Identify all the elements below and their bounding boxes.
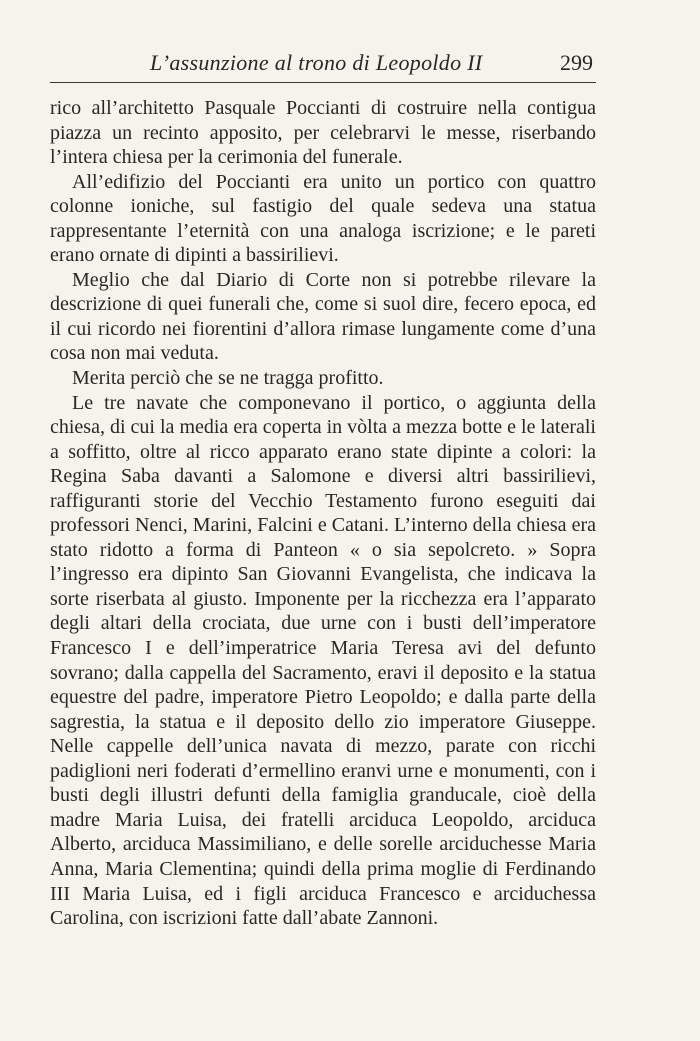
paragraph: All’edifizio del Poccianti era unito un portico con quattro colonne ioniche, sul fastigio del quale sedeva una statua rappresentante l’eternità con una analoga iscrizione; e le pareti erano ornate di dipinti a bassirilievi. bbox=[50, 170, 596, 267]
running-title: L’assunzione al trono di Leopoldo II bbox=[150, 50, 483, 75]
paragraph: Meglio che dal Diario di Corte non si potrebbe rilevare la descrizione di quei funerali che, come si suol dire, fecero epoca, ed il cui ricordo nei fiorentini d’allora rimase lungamente come d’una cosa non mai veduta. bbox=[50, 268, 596, 365]
paragraph: Le tre navate che componevano il portico, o aggiunta della chiesa, di cui la media era coperta in vòlta a mezza botte e le laterali a soffitto, oltre al ricco apparato erano state dipinte a colori: la Regina Saba davanti a Salomone e diversi altri bassirilievi, raffiguranti storie del Vecchio Testamento furono eseguiti dai professori Nenci, Marini, Falcini e Catani. L’interno della chiesa era stato ridotto a forma di Panteon « o sia sepolcreto. » Sopra l’ingresso era dipinto San Giovanni Evangelista, che indicava la sorte riserbata al giusto. Imponente per la ricchezza era l’apparato degli altari della crociata, due urne con i busti dell’imperatore Francesco I e dell’imperatrice Maria Teresa avi del defunto sovrano; dalla cappella del Sacramento, eravi il deposito e la statua equestre del padre, imperatore Pietro Leopoldo; e dalla parte della sagrestia, la statua e il deposito dello zio imperatore Giuseppe. Nelle cappelle dell’unica navata di mezzo, parate con ricchi padiglioni neri foderati d’ermellino eranvi urne e monumenti, con i busti degli illustri defunti della famiglia granducale, cioè della madre Maria Luisa, dei fratelli arciduca Leopoldo, arciduca Alberto, arciduca Massimiliano, e delle sorelle arciduchesse Maria Anna, Maria Clementina; quindi della prima moglie di Ferdinando III Maria Luisa, ed i figli arciduca Francesco e arciduchessa Carolina, con iscrizioni fatte dall’abate Zannoni. bbox=[50, 391, 596, 930]
page-number: 299 bbox=[560, 50, 593, 75]
paragraph-continued: rico all’architetto Pasquale Poccianti di costruire nella contigua piazza un recinto apposito, per celebrarvi le messe, riserbando l’intera chiesa per la cerimonia del funerale. bbox=[50, 97, 596, 169]
body-text bbox=[50, 96, 596, 931]
paragraph: Merita perciò che se ne tragga profitto. bbox=[72, 367, 384, 390]
page-header bbox=[50, 50, 595, 82]
header-rule bbox=[50, 82, 596, 83]
